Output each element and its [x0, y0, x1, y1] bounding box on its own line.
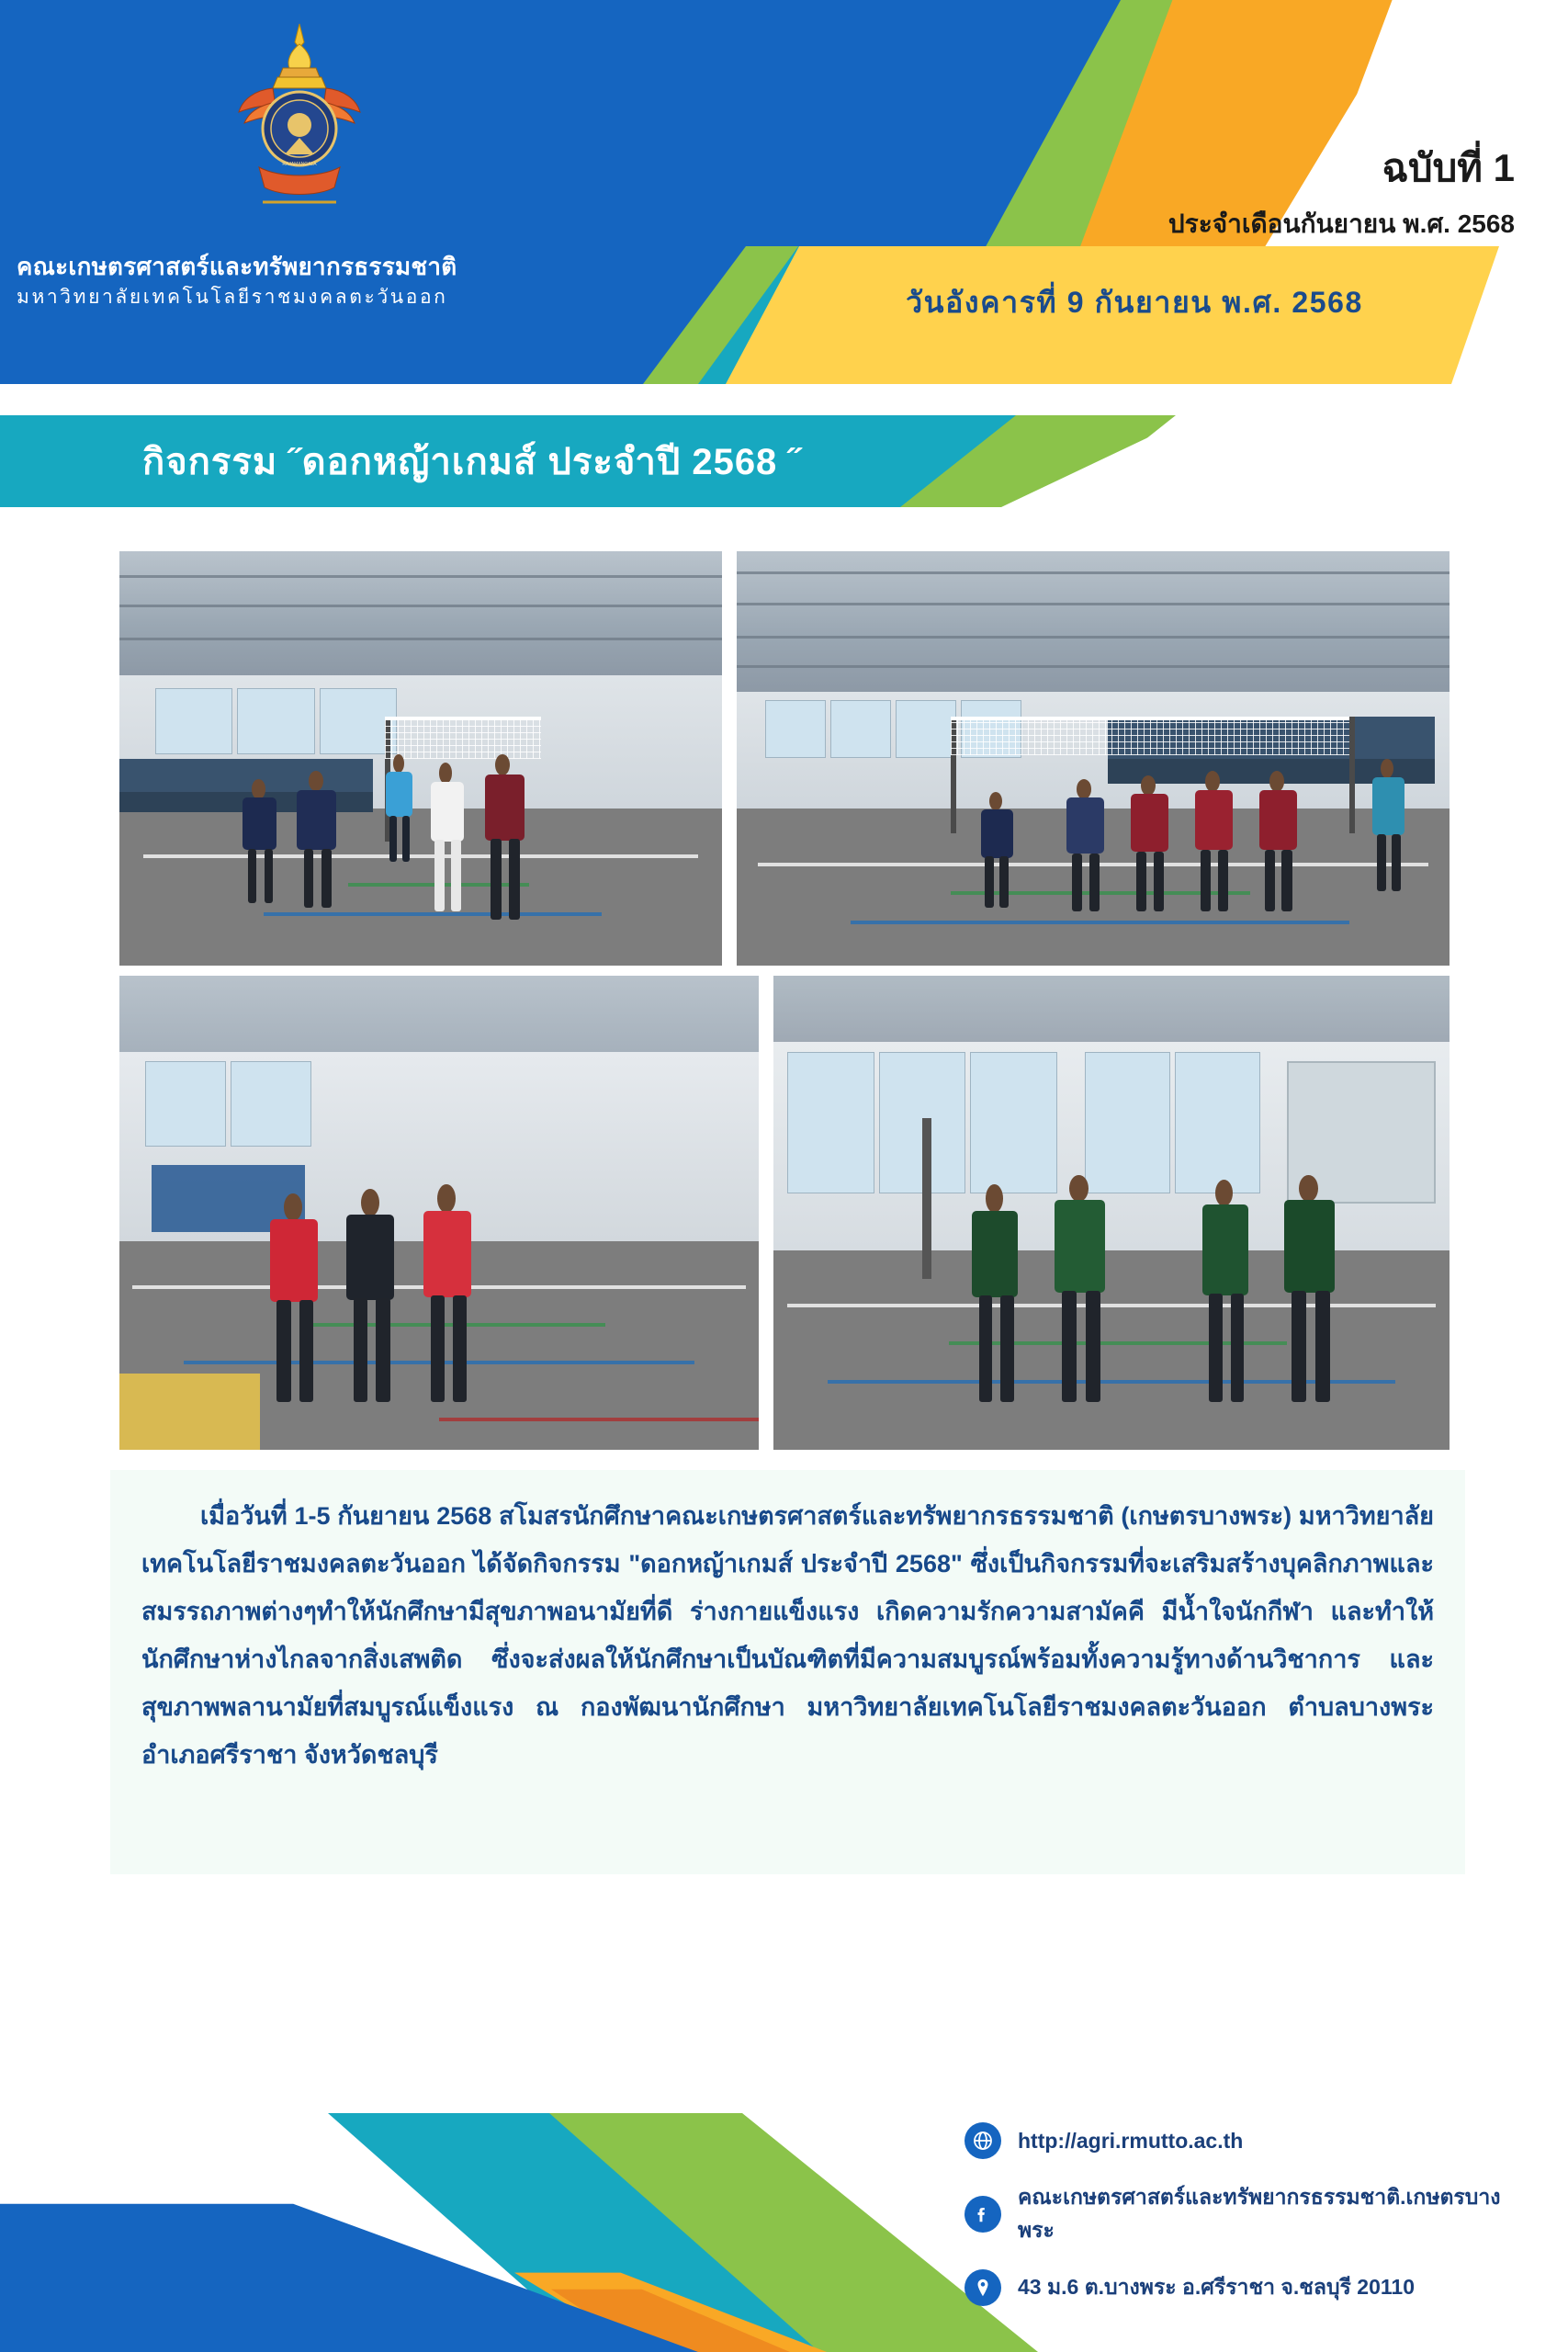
contact-address-row — [964, 2269, 1534, 2306]
photo-green-team-players — [772, 974, 1451, 1452]
photo-gallery — [118, 549, 1451, 1450]
university-name: มหาวิทยาลัยเทคโนโลยีราชมงคลตะวันออก — [17, 287, 448, 308]
photo-volleyball-match-1 — [118, 549, 724, 967]
issue-number: ฉบับที่ 1 — [1382, 146, 1515, 189]
website-url[interactable]: http://agri.rmutto.ac.th — [1018, 2128, 1244, 2153]
photo-red-team-players — [118, 974, 761, 1452]
article-paragraph: เมื่อวันที่ 1-5 กันยายน 2568 สโมสรนักศึกษาคณะเกษตรศาสตร์และทรัพยากรธรรมชาติ (เกษตรบางพระ) มหาวิทยาลัยเทคโนโลยีราชมงคลตะวันออก ได้จัดกิจกรรม "ดอกหญ้าเกมส์ ประจำปี 2568" ซึ่งเป็นกิจกรรมที่จะเสริมสร้างบุคลิกภาพและสมรรถภาพต่างๆทำให้นักศึกษามีสุขภาพอนามัยที่ดี ร่างกายแข็งแรง เกิดความรักความสามัคคี มีน้ำใจนักกีฬา และทำให้นักศึกษาห่างไกลจากสิ่งเสพติด ซึ่งจะส่งผลให้นักศึกษาเป็นบัณฑิตที่มีความสมบูรณ์พร้อมทั้งความรู้ทางด้านวิชาการ และสุขภาพพลานามัยที่สมบูรณ์แข็งแรง ณ กองพัฒนานักศึกษา มหาวิทยาลัยเทคโนโลยีราชมงคลตะวันออก ตำบลบางพระ อำเภอศรีราชา จังหวัดชลบุรี — [141, 1502, 1434, 1769]
issue-date: วันอังคารที่ 9 กันยายน พ.ศ. 2568 — [906, 286, 1363, 319]
faculty-name: คณะเกษตรศาสตร์และทรัพยากรธรรมชาติ — [17, 253, 457, 280]
globe-icon — [964, 2122, 1001, 2159]
article-body — [110, 1470, 1465, 1874]
page-title: กิจกรรม ˝ดอกหญ้าเกมส์ ประจำปี 2568 ˝ — [142, 442, 802, 482]
facebook-page[interactable]: คณะเกษตรศาสตร์และทรัพยากรธรรมชาติ.เกษตรบางพระ — [1018, 2185, 1501, 2242]
organization-name — [17, 250, 586, 312]
issue-month: ประจำเดือนกันยายน พ.ศ. 2568 — [1168, 209, 1515, 238]
map-pin-icon — [964, 2269, 1001, 2306]
facebook-icon — [964, 2196, 1001, 2233]
university-emblem-icon — [231, 20, 367, 213]
page-header — [0, 0, 1568, 384]
postal-address: 43 ม.6 ต.บางพระ อ.ศรีราชา จ.ชลบุรี 20110 — [1018, 2275, 1415, 2299]
svg-text:RAJAMANGALA: RAJAMANGALA — [282, 162, 317, 167]
contact-info — [964, 2122, 1534, 2328]
contact-website-row[interactable] — [964, 2122, 1534, 2159]
contact-facebook-row[interactable] — [964, 2181, 1534, 2247]
page-footer — [0, 2113, 1568, 2352]
photo-volleyball-match-2 — [735, 549, 1451, 967]
